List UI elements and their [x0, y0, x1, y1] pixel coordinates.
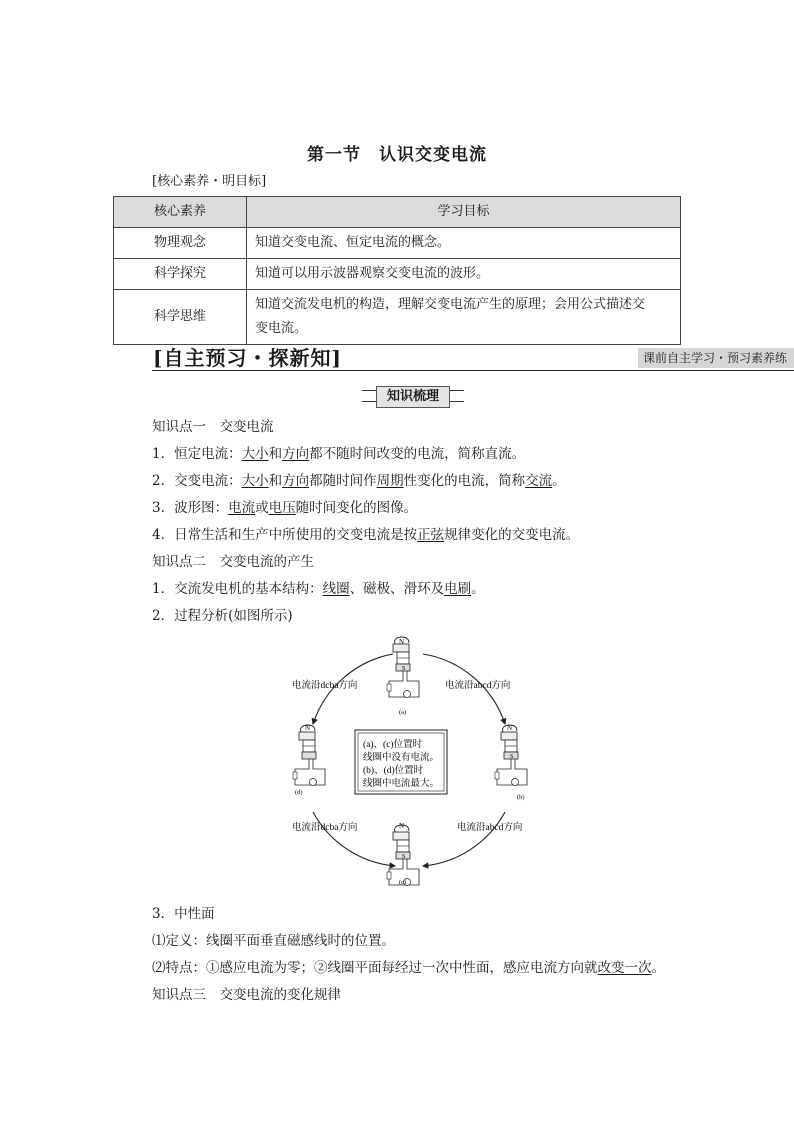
label-d: (d) [295, 789, 303, 796]
blank-answer: 改变一次 [597, 960, 652, 976]
text: 2．交变电流： [152, 473, 242, 489]
table-cell-literacy: 科学思维 [114, 290, 247, 345]
pole-s-label-a: S [402, 666, 406, 672]
table-row [114, 290, 681, 345]
knowledge-summary-label [362, 386, 464, 406]
kp2-line1 [152, 579, 485, 599]
table-cell-goal: 知道可以用示波器观察交变电流的波形。 [247, 259, 681, 290]
label-b: (b) [517, 794, 525, 801]
text: 和 [268, 473, 283, 489]
blank-answer: 电流 [228, 500, 256, 516]
kp1-line3 [152, 498, 417, 518]
kp1-line4 [152, 525, 579, 545]
center-note-line2: 线圈中没有电流。 [363, 753, 440, 763]
header-core-literacy: 核心素养 [114, 197, 247, 228]
table-cell-literacy: 科学探究 [114, 259, 247, 290]
blank-answer: 电压 [268, 500, 296, 516]
kp1-line1 [152, 444, 525, 464]
table-row [114, 259, 681, 290]
text: 随时间变化的图像。 [295, 500, 418, 516]
label-c: (c) [399, 879, 407, 886]
blank-answer: 方向 [282, 473, 310, 489]
blank-answer: 电刷 [444, 581, 472, 597]
text: 都不随时间改变的电流，简称直流。 [309, 446, 526, 462]
center-note-line3: (b)、(d)位置时 [363, 766, 424, 776]
blank-answer: 正弦 [417, 527, 445, 543]
text: 4．日常生活和生产中所使用的交变电流是按 [152, 527, 418, 543]
goal-text-line1: 知道交流发电机的构造，理解交变电流产生的原理；会用公式描述交 [255, 297, 646, 312]
section-badge: 课前自主学习・预习素养练 [638, 348, 794, 368]
text: 都随时间作 [309, 473, 377, 489]
goal-text-line2: 变电流。 [255, 321, 308, 336]
arrow-label-top-left: 电流沿dcba方向 [292, 681, 358, 691]
neutral-title: 3．中性面 [152, 906, 215, 922]
blank-answer: 线圈 [322, 581, 350, 597]
generator-d-figure [293, 725, 325, 786]
kp1-line2 [152, 471, 566, 491]
kp2-line2: 2．过程分析(如图所示) [152, 608, 293, 624]
goals-table [113, 196, 681, 345]
text: 。 [651, 960, 665, 976]
text: 。 [552, 473, 566, 489]
arrow-bottom-left [313, 812, 395, 866]
section-divider [152, 370, 794, 371]
table-row [114, 228, 681, 259]
text: 性变化的电流，简称 [403, 473, 526, 489]
arrow-label-bottom-right: 电流沿abcd方向 [457, 823, 523, 833]
blank-answer: 周期 [376, 473, 404, 489]
arrow-label-bottom-left: 电流沿dcba方向 [292, 823, 358, 833]
table-cell-literacy: 物理观念 [114, 228, 247, 259]
blank-answer: 大小 [241, 446, 269, 462]
pole-n-label-b: N [507, 724, 513, 732]
text: 和 [268, 446, 283, 462]
knowledge-summary-text: 知识梳理 [376, 386, 450, 408]
text: 、磁极、滑环及 [349, 581, 445, 597]
text: ⑵特点：①感应电流为零；②线圈平面每经过一次中性面，感应电流方向就 [152, 960, 598, 976]
blank-answer: 交流 [525, 473, 553, 489]
generator-process-diagram [283, 634, 533, 888]
table-header-row [114, 197, 681, 228]
text: 。 [471, 581, 485, 597]
table-cell-goal [247, 290, 681, 345]
text: 3．波形图： [152, 500, 229, 516]
pole-n-label-d: N [305, 724, 311, 732]
neutral-feature [152, 958, 665, 978]
label-a: (a) [399, 709, 407, 716]
text: 或 [255, 500, 269, 516]
text: 1．交流发电机的基本结构： [152, 581, 323, 597]
pole-s-label-c: S [402, 854, 406, 860]
kp1-title: 知识点一 交变电流 [152, 419, 274, 435]
center-note-line4: 线圈中电流最大。 [363, 779, 440, 789]
kp3-title: 知识点三 交变电流的变化规律 [152, 987, 341, 1003]
pole-n-label-a: N [399, 638, 405, 646]
pole-s-label-b: S [510, 754, 514, 760]
text: 规律变化的交变电流。 [444, 527, 580, 543]
kp2-title: 知识点二 交变电流的产生 [152, 554, 314, 570]
neutral-definition: ⑴定义：线圈平面垂直磁感线时的位置。 [152, 933, 395, 949]
blank-answer: 大小 [241, 473, 269, 489]
blank-answer: 方向 [282, 446, 310, 462]
text: 1．恒定电流： [152, 446, 242, 462]
header-learning-goal: 学习目标 [247, 197, 681, 228]
center-note-line1: (a)、(c)位置时 [363, 740, 423, 750]
core-literacy-tag: [核心素养・明目标] [152, 174, 267, 189]
arrow-label-top-right: 电流沿abcd方向 [445, 681, 511, 691]
arrow-bottom-right [423, 812, 505, 866]
pole-n-label-c: N [399, 822, 405, 830]
page-title: 第一节 认识交变电流 [307, 145, 487, 165]
table-cell-goal: 知道交变电流、恒定电流的概念。 [247, 228, 681, 259]
section-heading: [自主预习・探新知] [153, 346, 342, 370]
